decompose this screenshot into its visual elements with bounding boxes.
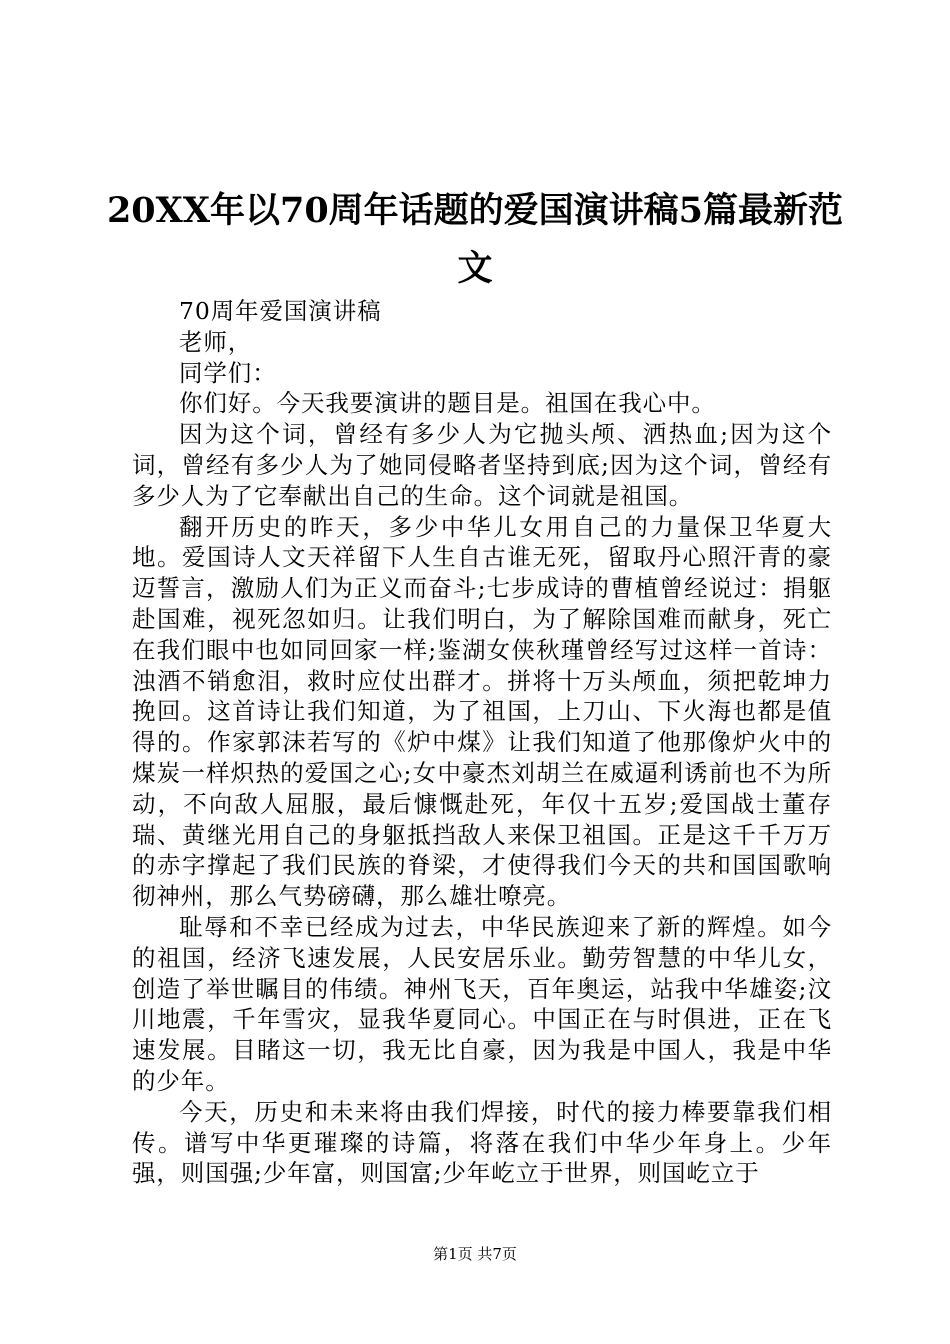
paragraph-body: 因为这个词，曾经有多少人为它抛头颅、洒热血;因为这个词，曾经有多少人为了她同侵略者坚持到底;因为这个词，曾经有多少人为了它奉献出自己的生命。这个词就是祖国。 [132, 420, 832, 510]
paragraph-body: 耻辱和不幸已经成为过去，中华民族迎来了新的辉煌。如今的祖国，经济飞速发展，人民安居乐业。勤劳智慧的中华儿女，创造了举世瞩目的伟绩。神州飞天，百年奥运，站我中华雄姿;汶川地震，千年雪灾，显我华夏同心。中国正在与时俱进，正在飞速发展。目睹这一切，我无比自豪，因为我是中国人，我是中华的少年。 [132, 912, 832, 1095]
paragraph-body: 今天，历史和未来将由我们焊接，时代的接力棒要靠我们相传。谱写中华更璀璨的诗篇，将落在我们中华少年身上。少年强，则国强;少年富，则国富;少年屹立于世界，则国屹立于 [132, 1097, 832, 1188]
document-body [132, 296, 832, 1189]
paragraph-speech-heading: 70周年爱国演讲稿 [179, 297, 382, 325]
document-title: 20XX年以70周年话题的爱国演讲稿5篇最新范文 [106, 190, 844, 289]
paragraph-body: 翻开历史的昨天，多少中华儿女用自己的力量保卫华夏大地。爱国诗人文天祥留下人生自古谁无死，留取丹心照汗青的豪迈誓言，激励人们为正义而奋斗;七步成诗的曹植曾经说过：捐躯赴国难，视死忽如归。让我们明白，为了解除国难而献身，死亡在我们眼中也如同回家一样;鉴湖女侠秋瑾曾经写过这样一首诗：浊酒不销愈泪，救时应仗出群才。拼将十万头颅血，须把乾坤力挽回。这首诗让我们知道，为了祖国，上刀山、下火海也都是值得的。作家郭沫若写的《炉中煤》让我们知道了他那像炉火中的煤炭一样炽热的爱国之心;女中豪杰刘胡兰在威逼利诱前也不为所动，不向敌人屈服，最后慷慨赴死，年仅十五岁;爱国战士董存瑞、黄继光用自己的身躯抵挡敌人来保卫祖国。正是这千千万万的赤字撑起了我们民族的脊梁，才使得我们今天的共和国国歌响彻神州，那么气势磅礴，那么雄壮嘹亮。 [132, 512, 832, 911]
page-number-footer: 第1页 共7页 [433, 1245, 517, 1263]
paragraph-salutation-teachers: 老师， [179, 327, 253, 356]
paragraph-salutation-students: 同学们： [179, 358, 277, 387]
paragraph-greeting: 你们好。今天我要演讲的题目是。祖国在我心中。 [179, 389, 716, 418]
